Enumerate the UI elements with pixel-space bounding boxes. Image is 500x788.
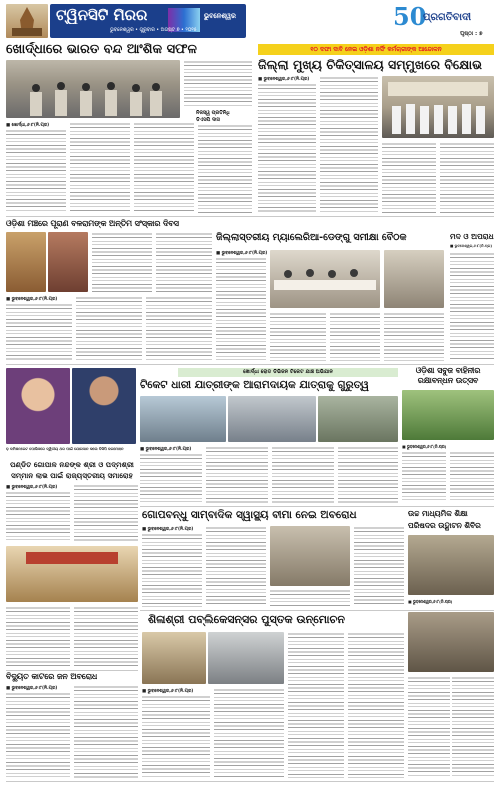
s8-body-col-2 [74,484,138,543]
row-divider-4 [140,610,494,611]
anniversary-mark: 50 [393,2,427,31]
s12-body-col-2 [74,685,138,778]
s10-photo-2 [408,612,494,672]
s2-body-col-2 [320,76,378,213]
s3-body-col-3 [6,303,72,361]
s4-headline: ଜିଲ୍ଲାସ୍ତରୀୟ ମ୍ୟାଲେରିଆ-ଡେଙ୍ଗୁ ସମୀକ୍ଷା ବୈଠକ [216,232,407,243]
s6-body-col-1 [140,453,202,503]
s3-photo-1 [6,232,46,292]
dateline: ଭୁବନେଶ୍ୱର • ଗୁରୁବାର • ଅଗଷ୍ଟ ୭ • ୨୦୨୫ [110,28,197,33]
s10-body-col-1 [408,606,450,607]
s10-body-col-3 [452,676,494,778]
row-divider-5 [6,670,138,671]
s8-photo-officer [72,368,136,444]
s3-body-col-4 [76,296,142,361]
s7-body-col-2 [450,451,494,503]
s4-photo-1 [270,250,380,308]
s1-body-col-2 [70,122,130,213]
s1-credit-1: ନିଜସ୍ୱ ପ୍ରତିନିଧି [196,110,230,116]
s6-photo-1 [140,396,226,442]
s6-body-col-2 [206,446,268,503]
row-divider-3 [140,506,494,507]
s1-byline: ■ ଖୋର୍ଦ୍ଧା,୬।୮(ନି.ପ୍ର) [6,123,50,128]
s3-body-col-2 [156,232,212,292]
row-divider-1 [6,216,494,217]
s11-body-col-3 [142,695,210,778]
footer-rule [6,781,494,782]
s2-body-col-4 [440,142,494,213]
s6-headline: ଟିକେଟ ଧାରୀ ଯାତ୍ରୀଙ୍କ ଆରାମଦାୟକ ଯାତ୍ରାକୁ ଗୁରୁତ୍ୱ [140,379,369,391]
s8-photo-event [6,546,138,602]
s2-body-col-3 [382,142,436,213]
s6-body-col-3 [272,446,334,503]
s6-kicker: ଖୋର୍ଦ୍ଧା ରୋଡ ଡିଭିଜନ ଟିକେଟ ଯାଞ୍ଚ ଅଭିଯାନ [178,368,398,377]
s10-headline-2: ପରିଷଦର ଉଦ୍ଘାଟନ ଶିବିର [408,521,481,530]
s11-headline: ଶିଳାଶ୍ରୀ ପବ୍ଲିକେସନ୍ସର ପୁସ୍ତକ ଉନ୍ମୋଚନ [148,613,345,626]
city-title-block [50,4,246,38]
s6-byline: ■ ଭୁବନେଶ୍ୱର,୬।୮(ନି.ପ୍ର) [140,447,192,452]
s5-headline: ମଦ ଓ ଅପରାଧ [450,232,494,241]
city-title: ଟ୍ୱିନସିଟି ମିରର [56,6,148,24]
s10-byline: ■ ଭୁବନେଶ୍ୱର,୬।୮(ନି.ପ୍ର) [408,599,453,604]
s4-body-col-4 [384,312,444,361]
s9-body-col-3 [270,589,350,607]
s8-byline: ■ ଭୁବନେଶ୍ୱର,୬।୮(ନି.ପ୍ର) [6,485,58,490]
s2-byline: ■ ଭୁବନେଶ୍ୱର,୬।୮(ନି.ପ୍ର) [258,77,310,82]
s9-headline: ଗୋପବନ୍ଧୁ ସାମ୍ବାଦିକ ସ୍ୱାସ୍ଥ୍ୟ ବୀମା ନେଇ ଅବରୋଧ [142,509,357,521]
s5-body [450,252,494,361]
s5-byline: ■ ଭୁବନେଶ୍ୱର,୬।୮(ନି.ପ୍ର) [450,244,492,248]
s12-byline: ■ ଭୁବନେଶ୍ୱର,୬।୮(ନି.ପ୍ର) [6,686,58,691]
row-divider-2 [6,364,494,365]
s7-headline: ଓଡ଼ିଶା ସବୁଜ ବାହିନୀର ରକ୍ଷାବନ୍ଧନ ଉତ୍ସବ [415,366,481,385]
s8-headline-1: ପଣ୍ଡିତ ଗୋପାଳ ନନ୍ଦଙ୍କ ଶ୍ରୀ ଓ ପଦ୍ମଶ୍ରୀ [10,460,134,469]
s10-photo [408,535,494,595]
s6-photo-2 [228,396,316,442]
s3-body-col-5 [146,296,212,361]
s3-photo-2 [48,232,88,292]
s1-credit-2: ଡିଏସପି ଦାସ [196,117,220,123]
s4-body-col-1 [216,257,266,361]
s3-byline: ■ ଭୁବନେଶ୍ୱର,୬।୮(ନି.ପ୍ର) [6,297,58,302]
page-number: ପୃଷ୍ଠା : ୭ [460,31,483,37]
brand-name: ପ୍ରଗତିବାଦୀ [423,12,472,23]
s1-intro-text [184,60,252,106]
s10-headline-1: ଉଚ୍ଚ ମାଧ୍ୟମିକ ଶିକ୍ଷା [408,509,468,518]
s3-body-col-1 [92,232,152,292]
s4-body-col-3 [330,312,380,361]
s2-banner: ୧୦ ଦଫା ଦାବି ନେଇ ଓଡ଼ିଶା ନର୍ସିଂ କର୍ମଚାରୀଙ୍କ ଆନ୍ଦୋଳନ [258,44,494,55]
city-subtitle: ଭୁବନେଶ୍ୱର [204,12,236,20]
s8-body-col-1 [6,491,70,543]
s12-body-col-1 [6,692,70,778]
s9-body-col-4 [354,526,404,607]
s7-photo [402,390,494,440]
s1-photo [6,60,180,118]
s7-byline: ■ ଭୁବନେଶ୍ୱର,୬।୮(ନି.ପ୍ର) [402,444,447,449]
s11-body-col-1 [288,632,344,778]
s1-body-col-3 [134,122,194,213]
s8-body-col-4 [74,606,138,666]
s1-headline: ଖୋର୍ଦ୍ଧାରେ ଭାରତ ବନ୍ଦ ଆଂଶିକ ସଫଳ [6,42,197,57]
s9-body-col-2 [206,526,266,607]
temple-logo-icon [6,4,48,38]
s10-body-col-2 [408,676,450,778]
s8-body-col-3 [6,606,70,666]
s11-body-col-2 [348,632,404,778]
s11-photo-2 [208,632,284,684]
s9-byline: ■ ଭୁବନେଶ୍ୱର,୬।୮(ନି.ପ୍ର) [142,527,194,532]
s12-headline: ବିଦ୍ୟୁତ କାଟରେ ଜନ ଅବରୋଧ [6,672,98,681]
s4-body-col-2 [270,312,326,361]
s9-body-col-1 [142,533,202,607]
s8-headline-2: ସମ୍ମାନ ଲାଭ ପାଇଁ ରାଜ୍ୟସ୍ତରୀୟ ସମାରୋହ [11,471,133,480]
s4-photo-2 [384,250,444,308]
s1-body-col-1 [6,129,66,213]
s2-headline: ଜିଲ୍ଲା ମୁଖ୍ୟ ଚିକିତ୍ସାଳୟ ସମ୍ମୁଖରେ ବିକ୍ଷୋଭ [258,57,482,72]
s9-photo [270,526,350,586]
s2-body-col-1 [258,83,316,213]
s4-byline: ■ ଭୁବନେଶ୍ୱର,୬।୮(ନି.ପ୍ର) [216,251,268,256]
s3-headline: ଓଡ଼ିଶା ମଞ୍ଚରେ ପୂରାଣ ବଳରାମଙ୍କ ଅନ୍ତିମ ସଂସ୍କାର ଦିବସ [6,219,179,228]
s8-caption: ଡ଼ କମିଶନରେଟ ପୋଲିସରେ ଦ୍ୱିତୀୟ ଥର ପାଇଁ ଯୋଗଦାନ କଲେ ଡିସିପି ଜଗମୋହନ [6,447,124,451]
s6-photo-3 [318,396,398,442]
s11-byline: ■ ଭୁବନେଶ୍ୱର,୬।୮(ନି.ପ୍ର) [142,689,194,694]
s1-body-col-4 [198,124,252,213]
s8-photo-woman [6,368,70,444]
s6-body-col-4 [338,446,398,503]
s11-body-col-4 [214,688,284,778]
s11-photo-1 [142,632,206,684]
s2-photo [382,76,494,138]
s7-body-col-1 [402,451,446,503]
masthead [0,0,500,44]
